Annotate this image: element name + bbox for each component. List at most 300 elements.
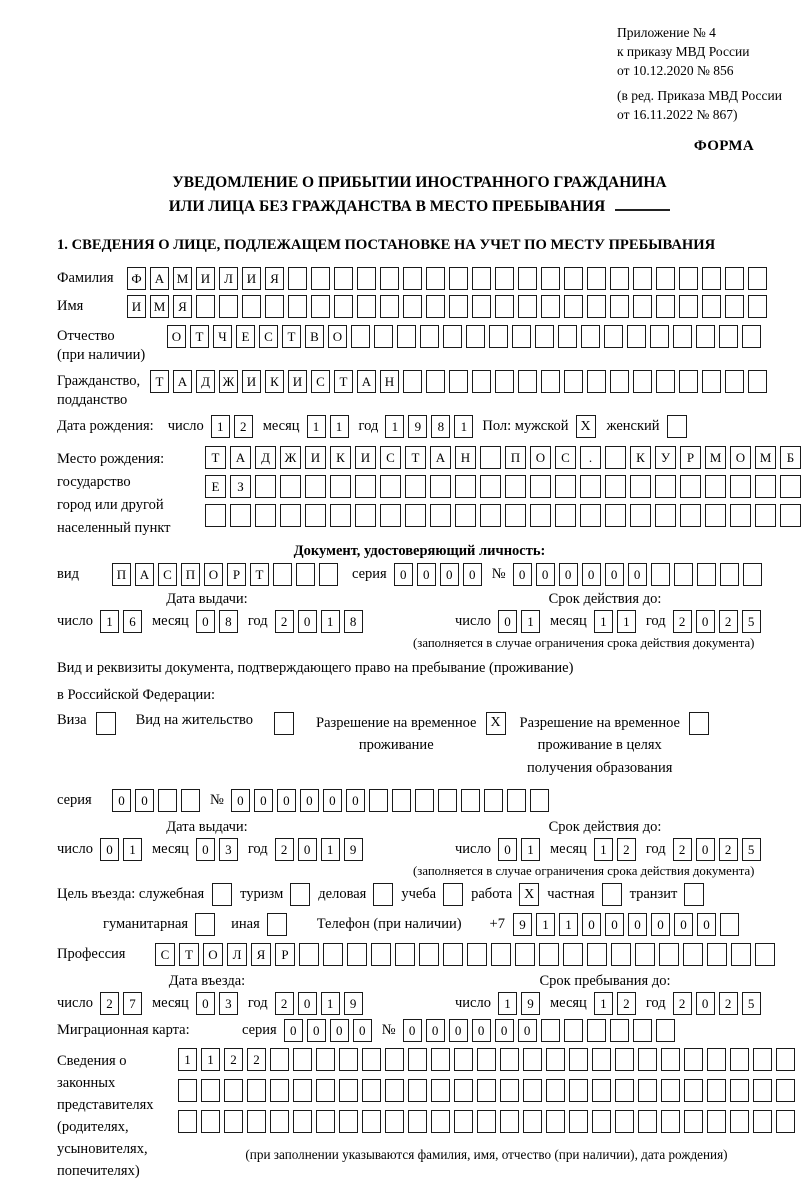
char-cell: С [155,943,175,966]
char-cell [242,295,261,318]
char-cell [661,1079,680,1102]
char-cell: 1 [330,415,349,438]
char-cell: Т [205,446,226,469]
char-cell: 7 [123,992,142,1015]
title-line-1: УВЕДОМЛЕНИЕ О ПРИБЫТИИ ИНОСТРАННОГО ГРАЖДАНИНА [172,174,667,192]
char-cell: 0 [196,992,215,1015]
char-cell [569,1110,588,1133]
sex-female-label: женский [606,418,660,435]
day-word: число [455,841,491,858]
char-cell: Л [227,943,247,966]
entry-date-heading: Дата въезда: [168,973,246,990]
char-cell [610,295,629,318]
char-cell: Р [680,446,701,469]
char-cell: 5 [742,838,761,861]
char-cell: Л [219,267,238,290]
purpose-tourism: туризм [240,883,310,906]
firstname-row [57,295,782,318]
char-cell: 8 [431,415,450,438]
migration-card-row [57,1019,782,1042]
char-cell [380,295,399,318]
char-cell [748,267,767,290]
char-cell: 0 [696,992,715,1015]
char-cell [408,1048,427,1071]
year-word: год [247,613,268,630]
char-cell: 0 [298,838,317,861]
char-cell [480,446,501,469]
char-cell [555,504,576,527]
char-cell [755,475,776,498]
day-word: число [455,995,491,1012]
char-cell: 0 [112,789,131,812]
char-cell [362,1110,381,1133]
char-cell [776,1048,795,1071]
staydoc-issue-day [100,838,142,861]
ref-amendment-line: от 16.11.2022 № 867) [617,106,738,122]
char-cell [495,295,514,318]
char-cell [587,295,606,318]
char-cell: 1 [201,1048,220,1071]
purpose-transit: транзит [630,883,705,906]
char-cell [255,504,276,527]
char-cell: У [655,446,676,469]
char-cell: 1 [100,610,119,633]
char-cell [661,1110,680,1133]
char-cell: 0 [307,1019,326,1042]
char-cell [247,1110,266,1133]
sex-label: Пол: мужской [482,418,569,435]
year-word: год [358,418,379,435]
char-cell [605,446,626,469]
visa-checkbox [96,712,116,735]
char-cell [635,943,655,966]
entry-month [196,992,238,1015]
char-cell [638,1079,657,1102]
char-cell [158,789,177,812]
char-cell [523,1048,542,1071]
char-cell [385,1110,404,1133]
char-cell [403,267,422,290]
char-cell: 1 [178,1048,197,1071]
month-word: месяц [151,841,189,858]
char-cell: Е [236,325,255,348]
char-cell: 0 [696,610,715,633]
char-cell [426,295,445,318]
char-cell [484,789,503,812]
char-cell [385,1079,404,1102]
char-cell: 0 [559,563,578,586]
char-cell: М [755,446,776,469]
char-cell: 0 [536,563,555,586]
section-1-heading: 1. СВЕДЕНИЯ О ЛИЦЕ, ПОДЛЕЖАЩЕМ ПОСТАНОВКЕ НА УЧЕТ ПО МЕСТУ ПРЕБЫВАНИЯ [57,237,716,254]
year-word: год [645,613,666,630]
char-cell: И [242,267,261,290]
char-cell [656,1019,675,1042]
char-cell [319,563,338,586]
char-cell [530,504,551,527]
staydoc-issue-heading: Дата выдачи: [166,819,248,836]
char-cell [181,789,200,812]
purpose-private: частная [547,883,621,906]
char-cell [330,504,351,527]
char-cell: 2 [275,992,294,1015]
char-cell [408,1079,427,1102]
char-cell [420,325,439,348]
char-cell [633,370,652,393]
char-cell [299,943,319,966]
char-cell [546,1079,565,1102]
char-cell [438,789,457,812]
month-word: месяц [549,613,587,630]
char-cell: П [181,563,200,586]
char-cell [539,943,559,966]
char-cell: 0 [674,913,693,936]
char-cell [564,370,583,393]
residence-permit-checkbox [274,712,294,735]
char-cell [610,1019,629,1042]
temp-residence-option: Разрешение на временное проживание X [316,712,505,757]
staydoc-valid-group [413,819,782,879]
char-cell: 0 [284,1019,303,1042]
char-cell [449,370,468,393]
year-word: год [247,995,268,1012]
char-cell [707,1079,726,1102]
char-cell [454,1079,473,1102]
char-cell [518,267,537,290]
iddoc-valid-day [498,610,540,633]
char-cell [380,267,399,290]
char-cell: Д [196,370,215,393]
char-cell [431,1079,450,1102]
char-cell [515,943,535,966]
char-cell [776,1079,795,1102]
char-cell [305,504,326,527]
char-cell [500,1110,519,1133]
staydoc-valid-note: (заполняется в случае ограничения срока действия документа) [413,864,755,879]
char-cell [489,325,508,348]
char-cell [523,1110,542,1133]
char-cell [659,943,679,966]
iddoc-issue-year [275,610,363,633]
char-cell [655,475,676,498]
char-cell: 9 [344,838,363,861]
char-cell: 0 [696,838,715,861]
char-cell: 0 [426,1019,445,1042]
migration-number-label: № [381,1022,396,1039]
char-cell: С [158,563,177,586]
char-cell: 0 [582,913,601,936]
representatives-label: Сведения о законных представителях (родителях, усыновителях, попечителях) [57,1053,154,1180]
char-cell [610,267,629,290]
char-cell [491,943,511,966]
iddoc-valid-month [594,610,636,633]
char-cell [311,267,330,290]
char-cell [347,943,367,966]
char-cell [357,267,376,290]
char-cell: 0 [196,610,215,633]
char-cell [564,295,583,318]
char-cell [270,1079,289,1102]
char-cell: 0 [298,610,317,633]
char-cell [743,563,762,586]
char-cell [357,295,376,318]
char-cell: О [730,446,751,469]
char-cell [630,475,651,498]
iddoc-valid-note: (заполняется в случае ограничения срока действия документа) [413,636,755,651]
char-cell [541,370,560,393]
char-cell: 0 [463,563,482,586]
char-cell [720,563,739,586]
char-cell: 0 [605,913,624,936]
phone-label: Телефон (при наличии) [316,916,462,933]
char-cell [201,1079,220,1102]
purpose-tourism-checkbox [290,883,310,906]
staydoc-issue-month [196,838,238,861]
char-cell: В [305,325,324,348]
sex-female-checkbox [667,415,687,438]
purpose-business: деловая [318,883,393,906]
char-cell: 2 [275,838,294,861]
char-cell: И [127,295,146,318]
char-cell: Р [275,943,295,966]
iddoc-row [57,563,782,586]
char-cell [753,1110,772,1133]
char-cell [679,370,698,393]
day-word: число [455,613,491,630]
char-cell: Ч [213,325,232,348]
char-cell: М [173,267,192,290]
char-cell [753,1079,772,1102]
char-cell [255,475,276,498]
char-cell [351,325,370,348]
char-cell [725,370,744,393]
char-cell: Р [227,563,246,586]
char-cell: Т [179,943,199,966]
char-cell [323,943,343,966]
char-cell: 2 [673,838,692,861]
char-cell: М [705,446,726,469]
char-cell: 1 [594,838,613,861]
char-cell [273,563,292,586]
char-cell: Т [282,325,301,348]
char-cell [615,1079,634,1102]
char-cell: 0 [628,913,647,936]
char-cell [408,1110,427,1133]
birthplace-row [57,446,795,540]
representatives-note: (при заполнении указываются фамилия, имя, отчество (при наличии), дата рождения) [245,1147,728,1163]
phone-cells [513,913,739,936]
char-cell [633,1019,652,1042]
char-cell [684,1048,703,1071]
char-cell [748,370,767,393]
char-cell [311,295,330,318]
profession-label: Профессия [57,946,126,963]
char-cell: 0 [277,789,296,812]
iddoc-valid-group [413,591,782,651]
char-cell [633,295,652,318]
char-cell [592,1079,611,1102]
char-cell: О [204,563,223,586]
char-cell [541,1019,560,1042]
char-cell: 1 [617,610,636,633]
char-cell [592,1048,611,1071]
char-cell [371,943,391,966]
char-cell [505,475,526,498]
year-word: год [645,841,666,858]
birthplace-cells-1 [205,446,801,469]
year-word: год [645,995,666,1012]
char-cell: А [150,267,169,290]
char-cell [702,295,721,318]
purpose-label: Цель въезда: служебная [57,886,205,903]
char-cell: 1 [321,992,340,1015]
iddoc-issue-heading: Дата выдачи: [166,591,248,608]
char-cell: 2 [673,992,692,1015]
ref-line: от 10.12.2020 № 856 [617,62,734,78]
char-cell [725,267,744,290]
char-cell: 0 [298,992,317,1015]
migration-card-label: Миграционная карта: [57,1022,190,1039]
char-cell [265,295,284,318]
char-cell: Н [455,446,476,469]
char-cell [610,370,629,393]
residence-permit-option: Вид на жительство [136,712,294,735]
char-cell [680,504,701,527]
staydoc-issue-group [57,819,455,879]
char-cell: П [505,446,526,469]
representatives-cells-3 [178,1110,795,1133]
char-cell: 1 [385,415,404,438]
phone-prefix: +7 [489,916,505,933]
page-title [57,171,782,219]
staydoc-number-cells [231,789,549,812]
char-cell: 0 [196,838,215,861]
staydoc-valid-month [594,838,636,861]
char-cell [449,295,468,318]
char-cell: 2 [673,610,692,633]
iddoc-valid-heading: Срок действия до: [548,591,662,608]
citizenship-label: Гражданство, подданство [57,373,141,409]
char-cell: А [135,563,154,586]
char-cell [611,943,631,966]
char-cell: К [265,370,284,393]
day-word: число [167,418,204,435]
char-cell [480,475,501,498]
char-cell: Б [780,446,801,469]
char-cell [587,267,606,290]
char-cell [661,1048,680,1071]
char-cell: 1 [454,415,473,438]
iddoc-issue-group [57,591,455,651]
char-cell [776,1110,795,1133]
surname-label: Фамилия [57,270,114,287]
stay-month [594,992,636,1015]
char-cell [683,943,703,966]
char-cell [555,475,576,498]
stay-day [498,992,540,1015]
char-cell [219,295,238,318]
char-cell: А [357,370,376,393]
year-word: год [247,841,268,858]
char-cell [430,475,451,498]
char-cell [362,1048,381,1071]
char-cell: Е [205,475,226,498]
char-cell [507,789,526,812]
char-cell: 0 [254,789,273,812]
char-cell: И [288,370,307,393]
char-cell [431,1048,450,1071]
char-cell [651,563,670,586]
char-cell [730,1110,749,1133]
char-cell [288,267,307,290]
char-cell: 9 [408,415,427,438]
char-cell: К [630,446,651,469]
char-cell [563,943,583,966]
char-cell [392,789,411,812]
patronymic-label: Отчество (при наличии) [57,328,146,364]
char-cell [230,504,251,527]
char-cell: 3 [219,838,238,861]
char-cell: 0 [449,1019,468,1042]
char-cell [385,1048,404,1071]
char-cell: И [305,446,326,469]
char-cell: 0 [100,838,119,861]
char-cell: 2 [719,610,738,633]
char-cell: 0 [498,610,517,633]
char-cell [461,789,480,812]
birth-year-cells [385,415,473,438]
char-cell [702,370,721,393]
char-cell [753,1048,772,1071]
char-cell [569,1079,588,1102]
char-cell [455,504,476,527]
char-cell [196,295,215,318]
char-cell [480,504,501,527]
char-cell [395,943,415,966]
char-cell [707,1048,726,1071]
day-word: число [57,613,93,630]
char-cell [697,563,716,586]
char-cell [472,370,491,393]
char-cell: Я [251,943,271,966]
birthplace-cells-2 [205,475,801,498]
staydoc-issue-year [275,838,363,861]
day-word: число [57,841,93,858]
char-cell [339,1110,358,1133]
char-cell [679,267,698,290]
stay-year [673,992,761,1015]
char-cell [316,1048,335,1071]
char-cell: Ф [127,267,146,290]
char-cell [224,1110,243,1133]
char-cell [477,1079,496,1102]
char-cell: 2 [719,838,738,861]
char-cell [305,475,326,498]
char-cell [449,267,468,290]
char-cell: 0 [394,563,413,586]
char-cell [505,504,526,527]
profession-row [57,943,782,966]
birth-day-cells [211,415,253,438]
char-cell: Т [190,325,209,348]
citizenship-cells [150,370,767,393]
edu-residence-option: Разрешение на временное проживание в целях получения образования [520,712,709,779]
char-cell [495,267,514,290]
char-cell [518,370,537,393]
entry-day [100,992,142,1015]
char-cell [725,295,744,318]
char-cell [426,370,445,393]
